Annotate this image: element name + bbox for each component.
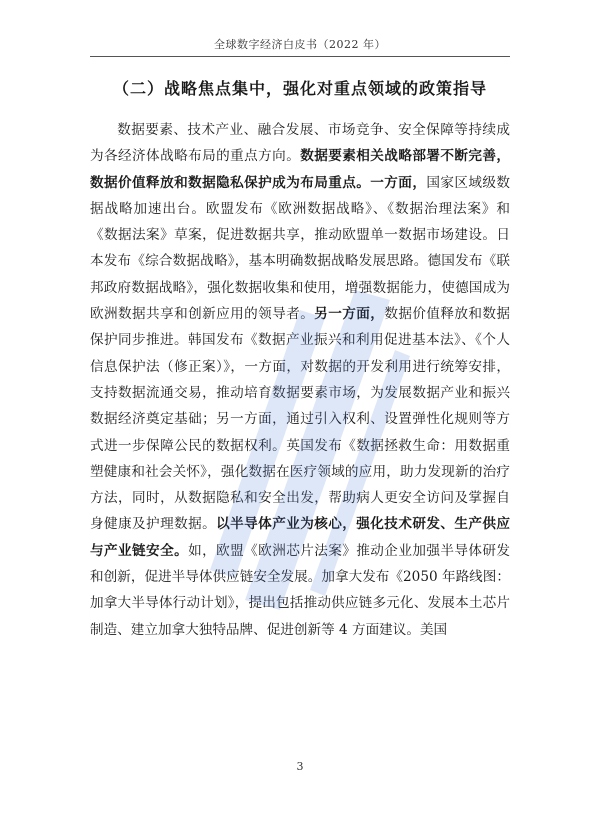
text-run: 数据价值释放和数据保护同步推进。韩国发布《数据产业振兴和利用促进基本法》、《个人信息保护法（修正案）》，一方面，对数据的开发利用进行统筹安排，支持数据流通交易，推动培育数据要素市场，为发展数据产业和振兴数据经济奠定基础；另一方面，通过引入权利、设置弹性化规则等方式进一步保障公民的数据权利。英国发布《数据拯救生命：用数据重塑健康和社会关怀》，强化数据在医疗领域的应用，助力发现新的治疗方法，同时，从数据隐私和安全出发，帮助病人更安全访问及掌握自身健康及护理数据。 [90, 306, 511, 533]
text-run: 数据要素、技术产业、融合发展、市场竞争、安全保障等持续成为各经济体战略布局的重点方向。 [90, 122, 510, 165]
section-heading: （二）战略焦点集中，强化对重点领域的政策指导 [112, 79, 487, 98]
bold-text-run: 另一方面， [314, 306, 385, 323]
header-divider [90, 56, 510, 57]
running-header: 全球数字经济白皮书（2022 年） [214, 38, 386, 51]
page-number: 3 [296, 760, 304, 773]
bold-text-run: 以半导体产业为核心，强化技术研发、生产供应与产业链安全。 [90, 516, 511, 559]
bold-text-run: 数据要素相关战略部署不断完善，数据价值释放和数据隐私保护成为布局重点。一方面， [90, 148, 511, 191]
text-run: 国家区域级数据战略加速出台。欧盟发布《欧洲数据战略》、《数据治理法案》和《数据法案》草案，促进数据共享，推动欧盟单一数据市场建设。日本发布《综合数据战略》，基本明确数据战略发展思路。德国发布《联邦政府数据战略》，强化数据收集和使用，增强数据能力，使德国成为欧洲数据共享和创新应用的领导者。 [90, 174, 511, 323]
text-run: 如，欧盟《欧洲芯片法案》推动企业加强半导体研发和创新，促进半导体供应链安全发展。加拿大发布《2050 年路线图：加拿大半导体行动计划》，提出包括推动供应链多元化、发展本土芯片制造、建立加拿大独特品牌、促进创新等 4 方面建议。美国 [90, 542, 511, 638]
body-paragraph [90, 117, 510, 643]
